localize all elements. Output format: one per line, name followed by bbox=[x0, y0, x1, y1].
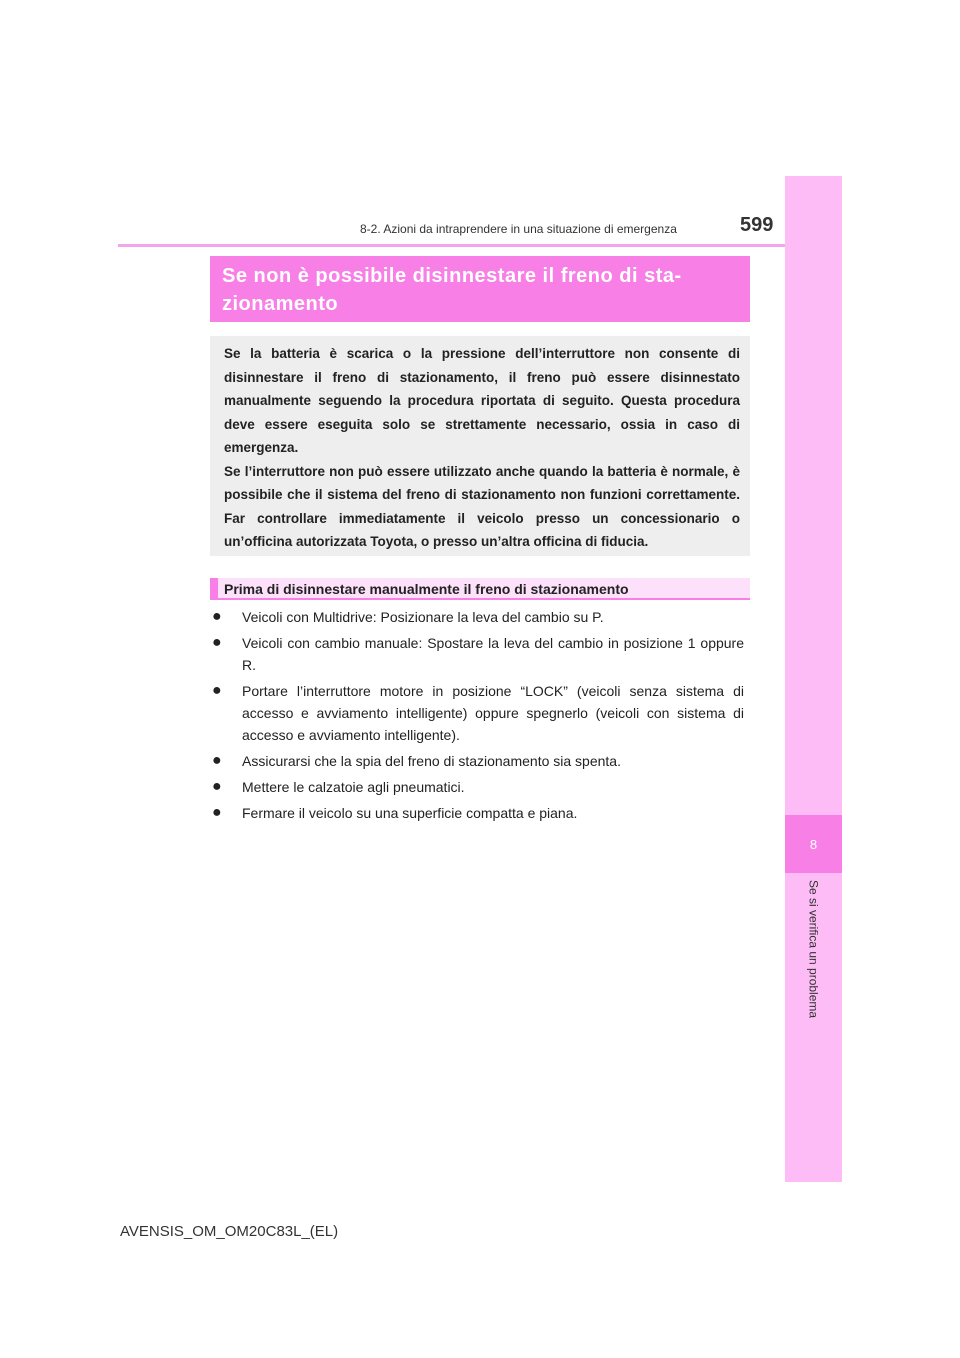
section-header: 8-2. Azioni da intraprendere in una situazione di emergenza bbox=[360, 222, 677, 236]
list-item-text: Veicoli con Multidrive: Posizionare la leva del cambio su P. bbox=[242, 609, 604, 625]
list-item bbox=[212, 776, 744, 798]
chapter-side-tab bbox=[785, 176, 842, 1182]
page-number: 599 bbox=[740, 214, 774, 236]
section-title-text: Se non è possibile disinnestare il freno di sta- zionamento bbox=[222, 265, 682, 315]
intro-paragraph-2: Se l’interruttore non può essere utilizzato anche quando la batteria è normale, è possibile che il sistema del freno di stazionamento non funzioni correttamente. Far controllare immediatamente il veicolo presso un concessionario o un’officina autorizzata Toyota, o presso un’altra officina di fiducia. bbox=[224, 463, 740, 549]
list-item-text: Fermare il veicolo su una superficie compatta e piana. bbox=[242, 805, 578, 821]
document-code: AVENSIS_OM_OM20C83L_(EL) bbox=[120, 1223, 339, 1240]
list-item bbox=[212, 802, 744, 824]
bullet-icon: ● bbox=[212, 608, 222, 625]
subsection-header: Prima di disinnestare manualmente il freno di stazionamento bbox=[210, 578, 750, 600]
bullet-icon: ● bbox=[212, 778, 222, 795]
header-divider bbox=[118, 244, 785, 247]
list-item bbox=[212, 632, 744, 676]
list-item bbox=[212, 680, 744, 746]
intro-paragraph-1: Se la batteria è scarica o la pressione dell’interruttore non consente di disinnestare il freno di stazionamento, il freno può essere disinnestato manualmente seguendo la procedura riportata di seguito. Questa procedura deve essere eseguita solo se strettamente necessario, ossia in caso di emergenza. bbox=[224, 346, 740, 455]
list-item-text: Assicurarsi che la spia del freno di stazionamento sia spenta. bbox=[242, 753, 621, 769]
precaution-list bbox=[212, 606, 744, 828]
bullet-icon: ● bbox=[212, 804, 222, 821]
list-item bbox=[212, 606, 744, 628]
list-item-text: Veicoli con cambio manuale: Spostare la leva del cambio in posizione 1 oppure R. bbox=[242, 635, 744, 673]
intro-box bbox=[210, 336, 750, 556]
list-item bbox=[212, 750, 744, 772]
section-title bbox=[210, 256, 750, 322]
chapter-title: Se si verifica un problema bbox=[806, 880, 821, 1019]
bullet-icon: ● bbox=[212, 682, 222, 699]
bullet-icon: ● bbox=[212, 634, 222, 651]
chapter-number: 8 bbox=[785, 815, 842, 873]
bullet-icon: ● bbox=[212, 752, 222, 769]
list-item-text: Mettere le calzatoie agli pneumatici. bbox=[242, 779, 465, 795]
list-item-text: Portare l’interruttore motore in posizione “LOCK” (veicoli senza sistema di accesso e avviamento intelligente) oppure spegnerlo (veicoli con sistema di accesso e avviamento intelligente). bbox=[242, 683, 744, 743]
